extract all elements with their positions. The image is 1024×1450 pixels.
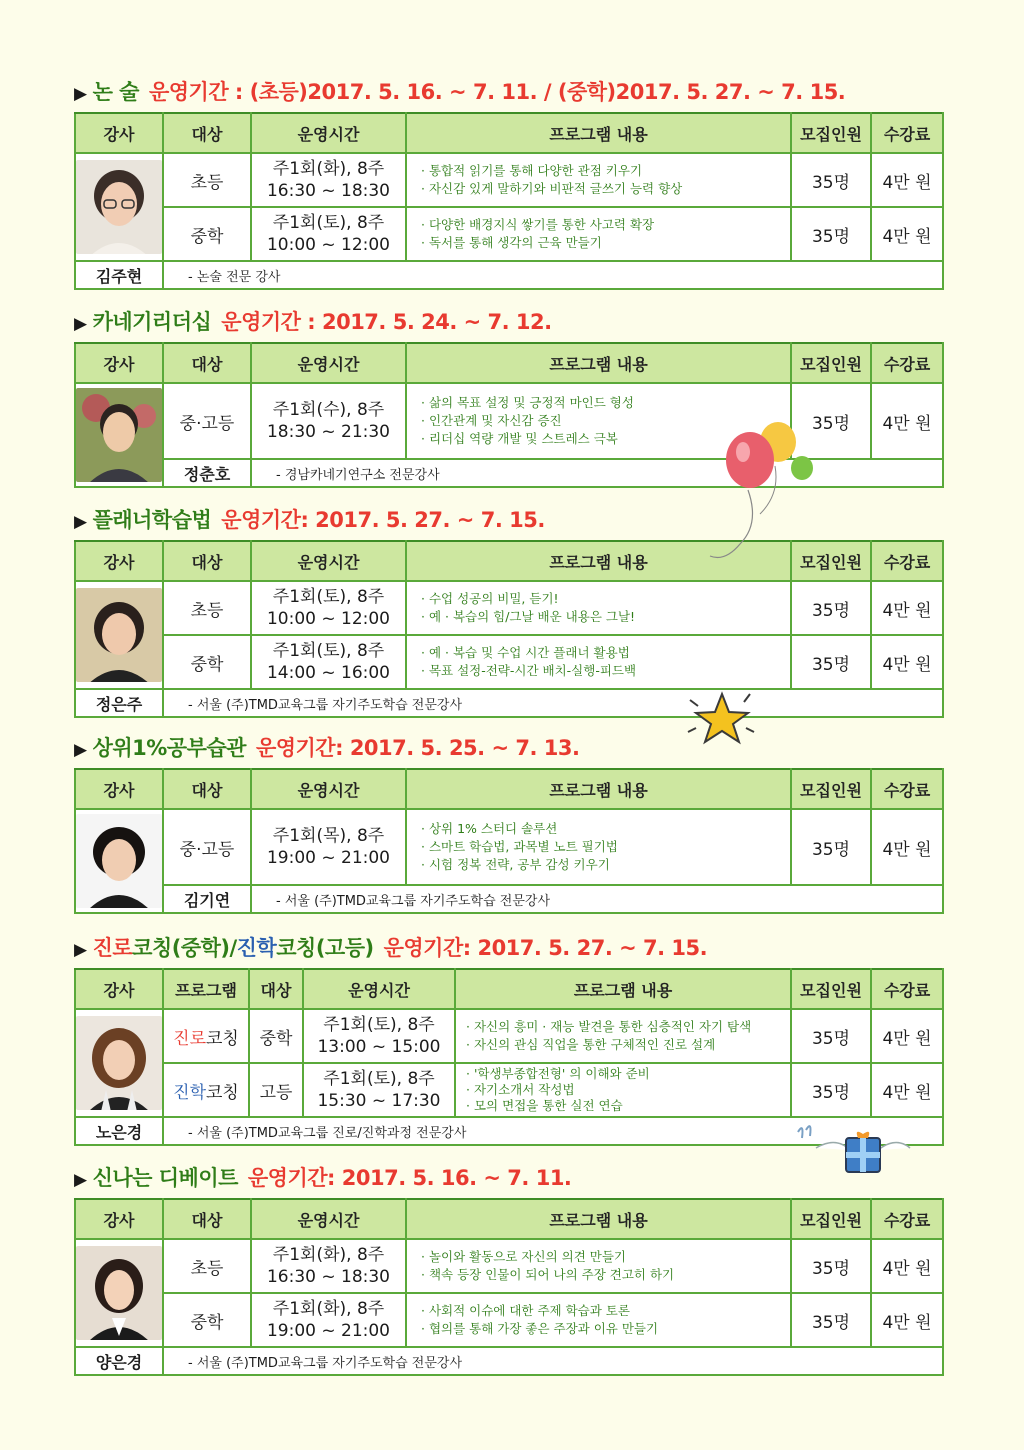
capacity-cell: 35명 <box>791 1239 871 1293</box>
teacher-name: 양은경 <box>75 1347 163 1375</box>
time-cell <box>303 1009 455 1063</box>
time-cell <box>251 635 406 689</box>
avatar <box>76 588 162 682</box>
header-content: 프로그램 내용 <box>406 343 791 383</box>
content-line: · 다양한 배경지식 쌓기를 통한 사고력 확장 <box>421 217 655 232</box>
avatar <box>76 1246 162 1340</box>
content-line: · 자신의 관심 직업을 통한 구체적인 진로 설계 <box>466 1037 716 1052</box>
teacher-description: - 경남카네기연구소 전문강사 <box>251 459 943 487</box>
content-line: · 책속 등장 인물이 되어 나의 주장 견고히 하기 <box>421 1267 675 1282</box>
content-line: · 협의를 통해 가장 좋은 주장과 이유 만들기 <box>421 1321 659 1336</box>
schedule-table <box>74 1198 944 1376</box>
teacher-name: 정춘호 <box>163 459 251 487</box>
schedule-table <box>74 768 944 914</box>
period-label: 운영기간: <box>383 936 471 960</box>
time-cell <box>251 153 406 207</box>
time-hours: 16:30 ~ 18:30 <box>266 181 391 201</box>
target-cell: 중학 <box>163 1293 251 1347</box>
avatar <box>76 160 162 254</box>
program-part: 코칭 <box>206 1082 239 1103</box>
fee-cell: 4만 원 <box>871 207 943 261</box>
section-debate <box>74 1162 942 1384</box>
balloons-icon <box>700 414 820 574</box>
teacher-name: 김기연 <box>163 885 251 913</box>
header-teacher: 강사 <box>75 541 163 581</box>
header-target: 대상 <box>163 1199 251 1239</box>
content-line: · 통합적 읽기를 통해 다양한 관점 키우기 <box>421 163 643 178</box>
section-title <box>74 306 552 336</box>
teacher-photo <box>75 1239 163 1347</box>
arrow-icon: ▶ <box>74 1170 87 1190</box>
table-header <box>75 343 943 383</box>
period: (초등)2017. 5. 16. ~ 7. 11. / (중학)2017. 5. 27. ~ 7. 15. <box>249 80 846 104</box>
content-line: · 목표 설정-전략-시간 배치-실행-피드백 <box>421 663 637 678</box>
fee-cell: 4만 원 <box>871 153 943 207</box>
header-target: 대상 <box>163 541 251 581</box>
header-capacity: 모집인원 <box>791 1199 871 1239</box>
content-line: · 자신감 있게 말하기와 비판적 글쓰기 능력 향상 <box>421 181 683 196</box>
teacher-row <box>75 689 943 717</box>
header-content: 프로그램 내용 <box>406 769 791 809</box>
time-hours: 13:00 ~ 15:00 <box>317 1037 441 1057</box>
section-title <box>74 76 845 106</box>
period-label: 운영기간 : <box>221 310 316 334</box>
table-header <box>75 969 943 1009</box>
content-line: · 스마트 학습법, 과목별 노트 필기법 <box>421 839 618 854</box>
fee-cell: 4만 원 <box>871 581 943 635</box>
capacity-cell: 35명 <box>791 1293 871 1347</box>
header-target: 대상 <box>163 113 251 153</box>
section-top1 <box>74 732 942 922</box>
program-name: 상위1%공부습관 <box>92 736 246 760</box>
content-cell <box>455 1063 791 1117</box>
period-label: 운영기간: <box>255 736 343 760</box>
time-days: 주1회(화), 8주 <box>272 1299 385 1319</box>
avatar <box>76 1016 162 1110</box>
capacity-cell: 35명 <box>791 809 871 885</box>
header-capacity: 모집인원 <box>791 969 871 1009</box>
program-cell <box>163 1009 249 1063</box>
content-line: · 예 · 복습의 힘/그날 배운 내용은 그날! <box>421 609 636 624</box>
content-cell <box>406 207 791 261</box>
content-line: · 상위 1% 스터디 솔루션 <box>421 821 558 836</box>
table-row <box>75 207 943 261</box>
time-days: 주1회(토), 8주 <box>323 1069 435 1089</box>
header-fee: 수강료 <box>871 113 943 153</box>
content-line: · 삶의 목표 설정 및 긍정적 마인드 형성 <box>421 395 634 410</box>
header-program: 프로그램 <box>163 969 249 1009</box>
program-name: 카네기리더십 <box>92 310 212 334</box>
table-row <box>75 1063 943 1117</box>
header-target: 대상 <box>249 969 303 1009</box>
time-days: 주1회(수), 8주 <box>272 400 385 420</box>
table-row <box>75 1009 943 1063</box>
time-cell <box>303 1063 455 1117</box>
period-label: 운영기간 : <box>148 80 243 104</box>
table-row <box>75 1239 943 1293</box>
content-cell <box>406 1293 791 1347</box>
content-line: · 독서를 통해 생각의 근육 만들기 <box>421 235 602 250</box>
program-name: 신나는 디베이트 <box>92 1166 238 1190</box>
header-content: 프로그램 내용 <box>455 969 791 1009</box>
header-time: 운영시간 <box>303 969 455 1009</box>
arrow-icon: ▶ <box>74 512 87 532</box>
section-title <box>74 732 579 762</box>
teacher-photo <box>75 809 163 913</box>
program-name-part: 코칭(중학)/ <box>132 936 237 960</box>
header-capacity: 모집인원 <box>791 541 871 581</box>
content-line: · 모의 면접을 통한 실전 연습 <box>466 1098 623 1113</box>
content-cell <box>406 635 791 689</box>
arrow-icon: ▶ <box>74 314 87 334</box>
time-hours: 10:00 ~ 12:00 <box>266 609 391 629</box>
teacher-name: 정은주 <box>75 689 163 717</box>
program-name-part: 코칭(고등) <box>276 936 374 960</box>
header-teacher: 강사 <box>75 113 163 153</box>
time-cell <box>251 207 406 261</box>
content-line: · 수업 성공의 비밀, 듣기! <box>421 591 559 606</box>
program-name: 논 술 <box>92 80 139 104</box>
program-name-part: 진로 <box>92 936 133 960</box>
content-line: · 놀이와 활동으로 자신의 의견 만들기 <box>421 1249 626 1264</box>
fee-cell: 4만 원 <box>871 1063 943 1117</box>
arrow-icon: ▶ <box>74 84 87 104</box>
time-hours: 16:30 ~ 18:30 <box>266 1267 391 1287</box>
header-time: 운영시간 <box>251 769 406 809</box>
header-teacher: 강사 <box>75 969 163 1009</box>
period-label: 운영기간: <box>247 1166 335 1190</box>
table-row <box>75 153 943 207</box>
time-days: 주1회(토), 8주 <box>272 641 385 661</box>
target-cell: 중·고등 <box>163 809 251 885</box>
period-label: 운영기간: <box>221 508 309 532</box>
capacity-cell: 35명 <box>791 1009 871 1063</box>
section-title <box>74 504 545 534</box>
header-fee: 수강료 <box>871 343 943 383</box>
teacher-row <box>75 1347 943 1375</box>
header-content: 프로그램 내용 <box>406 1199 791 1239</box>
content-cell <box>406 153 791 207</box>
content-cell <box>406 581 791 635</box>
arrow-icon: ▶ <box>74 940 87 960</box>
capacity-cell: 35명 <box>791 581 871 635</box>
header-fee: 수강료 <box>871 1199 943 1239</box>
teacher-photo <box>75 153 163 261</box>
header-teacher: 강사 <box>75 769 163 809</box>
program-part: 코칭 <box>206 1028 239 1049</box>
content-line: · '학생부종합전형' 의 이해와 준비 <box>466 1066 650 1081</box>
program-part: 진로 <box>173 1028 206 1049</box>
content-line: · 인간관계 및 자신감 증진 <box>421 413 562 428</box>
period: 2017. 5. 27. ~ 7. 15. <box>477 936 708 960</box>
program-cell <box>163 1063 249 1117</box>
table-row <box>75 1293 943 1347</box>
teacher-description: - 서울 (주)TMD교육그룹 자기주도학습 전문강사 <box>163 689 943 717</box>
teacher-photo <box>75 1009 163 1117</box>
time-cell <box>251 383 406 459</box>
header-capacity: 모집인원 <box>791 113 871 153</box>
time-cell <box>251 581 406 635</box>
table-header <box>75 113 943 153</box>
capacity-cell: 35명 <box>791 1063 871 1117</box>
header-time: 운영시간 <box>251 113 406 153</box>
target-cell: 중·고등 <box>163 383 251 459</box>
fee-cell: 4만 원 <box>871 635 943 689</box>
avatar <box>76 388 162 482</box>
target-cell: 초등 <box>163 153 251 207</box>
time-cell <box>251 1239 406 1293</box>
period: 2017. 5. 25. ~ 7. 13. <box>349 736 580 760</box>
time-days: 주1회(토), 8주 <box>272 587 385 607</box>
table-row <box>75 809 943 885</box>
time-cell <box>251 1293 406 1347</box>
content-cell <box>455 1009 791 1063</box>
period: 2017. 5. 16. ~ 7. 11. <box>341 1166 572 1190</box>
content-line: · 시험 정복 전략, 공부 감성 키우기 <box>421 857 610 872</box>
teacher-name: 노은경 <box>75 1117 163 1145</box>
table-row <box>75 581 943 635</box>
capacity-cell: 35명 <box>791 383 871 459</box>
header-content: 프로그램 내용 <box>406 541 791 581</box>
fee-cell: 4만 원 <box>871 1239 943 1293</box>
header-time: 운영시간 <box>251 1199 406 1239</box>
teacher-row <box>75 261 943 289</box>
content-line: · 사회적 이슈에 대한 주제 학습과 토론 <box>421 1303 630 1318</box>
header-teacher: 강사 <box>75 1199 163 1239</box>
time-hours: 18:30 ~ 21:30 <box>266 422 391 442</box>
program-part: 진학 <box>173 1082 206 1103</box>
teacher-description: - 서울 (주)TMD교육그룹 진로/진학과정 전문강사 <box>163 1117 943 1145</box>
time-hours: 15:30 ~ 17:30 <box>317 1091 441 1111</box>
teacher-description: - 논술 전문 강사 <box>163 261 943 289</box>
header-target: 대상 <box>163 769 251 809</box>
time-days: 주1회(목), 8주 <box>272 826 385 846</box>
program-name: 플래너학습법 <box>92 508 212 532</box>
header-fee: 수강료 <box>871 769 943 809</box>
teacher-photo <box>75 383 163 487</box>
time-days: 주1회(토), 8주 <box>272 213 385 233</box>
target-cell: 중학 <box>249 1009 303 1063</box>
table-header <box>75 1199 943 1239</box>
time-hours: 10:00 ~ 12:00 <box>266 235 391 255</box>
program-name-part: 진학 <box>236 936 277 960</box>
period: 2017. 5. 27. ~ 7. 15. <box>315 508 545 532</box>
time-hours: 19:00 ~ 21:00 <box>266 848 391 868</box>
header-time: 운영시간 <box>251 541 406 581</box>
fee-cell: 4만 원 <box>871 1009 943 1063</box>
period: 2017. 5. 24. ~ 7. 12. <box>321 310 552 334</box>
avatar <box>76 814 162 908</box>
capacity-cell: 35명 <box>791 635 871 689</box>
target-cell: 중학 <box>163 207 251 261</box>
content-line: · 예 · 복습 및 수업 시간 플래너 활용법 <box>421 645 630 660</box>
time-days: 주1회(토), 8주 <box>323 1015 435 1035</box>
teacher-description: - 서울 (주)TMD교육그룹 자기주도학습 전문강사 <box>251 885 943 913</box>
header-target: 대상 <box>163 343 251 383</box>
capacity-cell: 35명 <box>791 153 871 207</box>
content-line: · 리더십 역량 개발 및 스트레스 극복 <box>421 431 618 446</box>
arrow-icon: ▶ <box>74 740 87 760</box>
teacher-row <box>75 885 943 913</box>
fee-cell: 4만 원 <box>871 1293 943 1347</box>
time-hours: 19:00 ~ 21:00 <box>266 1321 391 1341</box>
header-fee: 수강료 <box>871 969 943 1009</box>
star-icon <box>684 686 760 750</box>
fee-cell: 4만 원 <box>871 809 943 885</box>
content-line: · 자신의 흥미 · 재능 발견을 통한 심층적인 자기 탐색 <box>466 1019 752 1034</box>
teacher-name: 김주현 <box>75 261 163 289</box>
table-row <box>75 635 943 689</box>
fee-cell: 4만 원 <box>871 383 943 459</box>
time-hours: 14:00 ~ 16:00 <box>266 663 391 683</box>
time-days: 주1회(화), 8주 <box>272 159 385 179</box>
time-cell <box>251 809 406 885</box>
schedule-table <box>74 112 944 290</box>
time-days: 주1회(화), 8주 <box>272 1245 385 1265</box>
content-cell <box>406 1239 791 1293</box>
header-capacity: 모집인원 <box>791 343 871 383</box>
header-time: 운영시간 <box>251 343 406 383</box>
teacher-description: - 서울 (주)TMD교육그룹 자기주도학습 전문강사 <box>163 1347 943 1375</box>
header-teacher: 강사 <box>75 343 163 383</box>
header-content: 프로그램 내용 <box>406 113 791 153</box>
gift-icon <box>792 1118 912 1188</box>
section-title <box>74 1162 571 1192</box>
capacity-cell: 35명 <box>791 207 871 261</box>
target-cell: 중학 <box>163 635 251 689</box>
header-fee: 수강료 <box>871 541 943 581</box>
table-header <box>75 769 943 809</box>
teacher-photo <box>75 581 163 689</box>
section-nonsul <box>74 76 942 294</box>
section-title <box>74 932 707 962</box>
content-cell <box>406 809 791 885</box>
content-line: · 자기소개서 작성법 <box>466 1082 575 1097</box>
target-cell: 초등 <box>163 1239 251 1293</box>
target-cell: 초등 <box>163 581 251 635</box>
target-cell: 고등 <box>249 1063 303 1117</box>
header-capacity: 모집인원 <box>791 769 871 809</box>
